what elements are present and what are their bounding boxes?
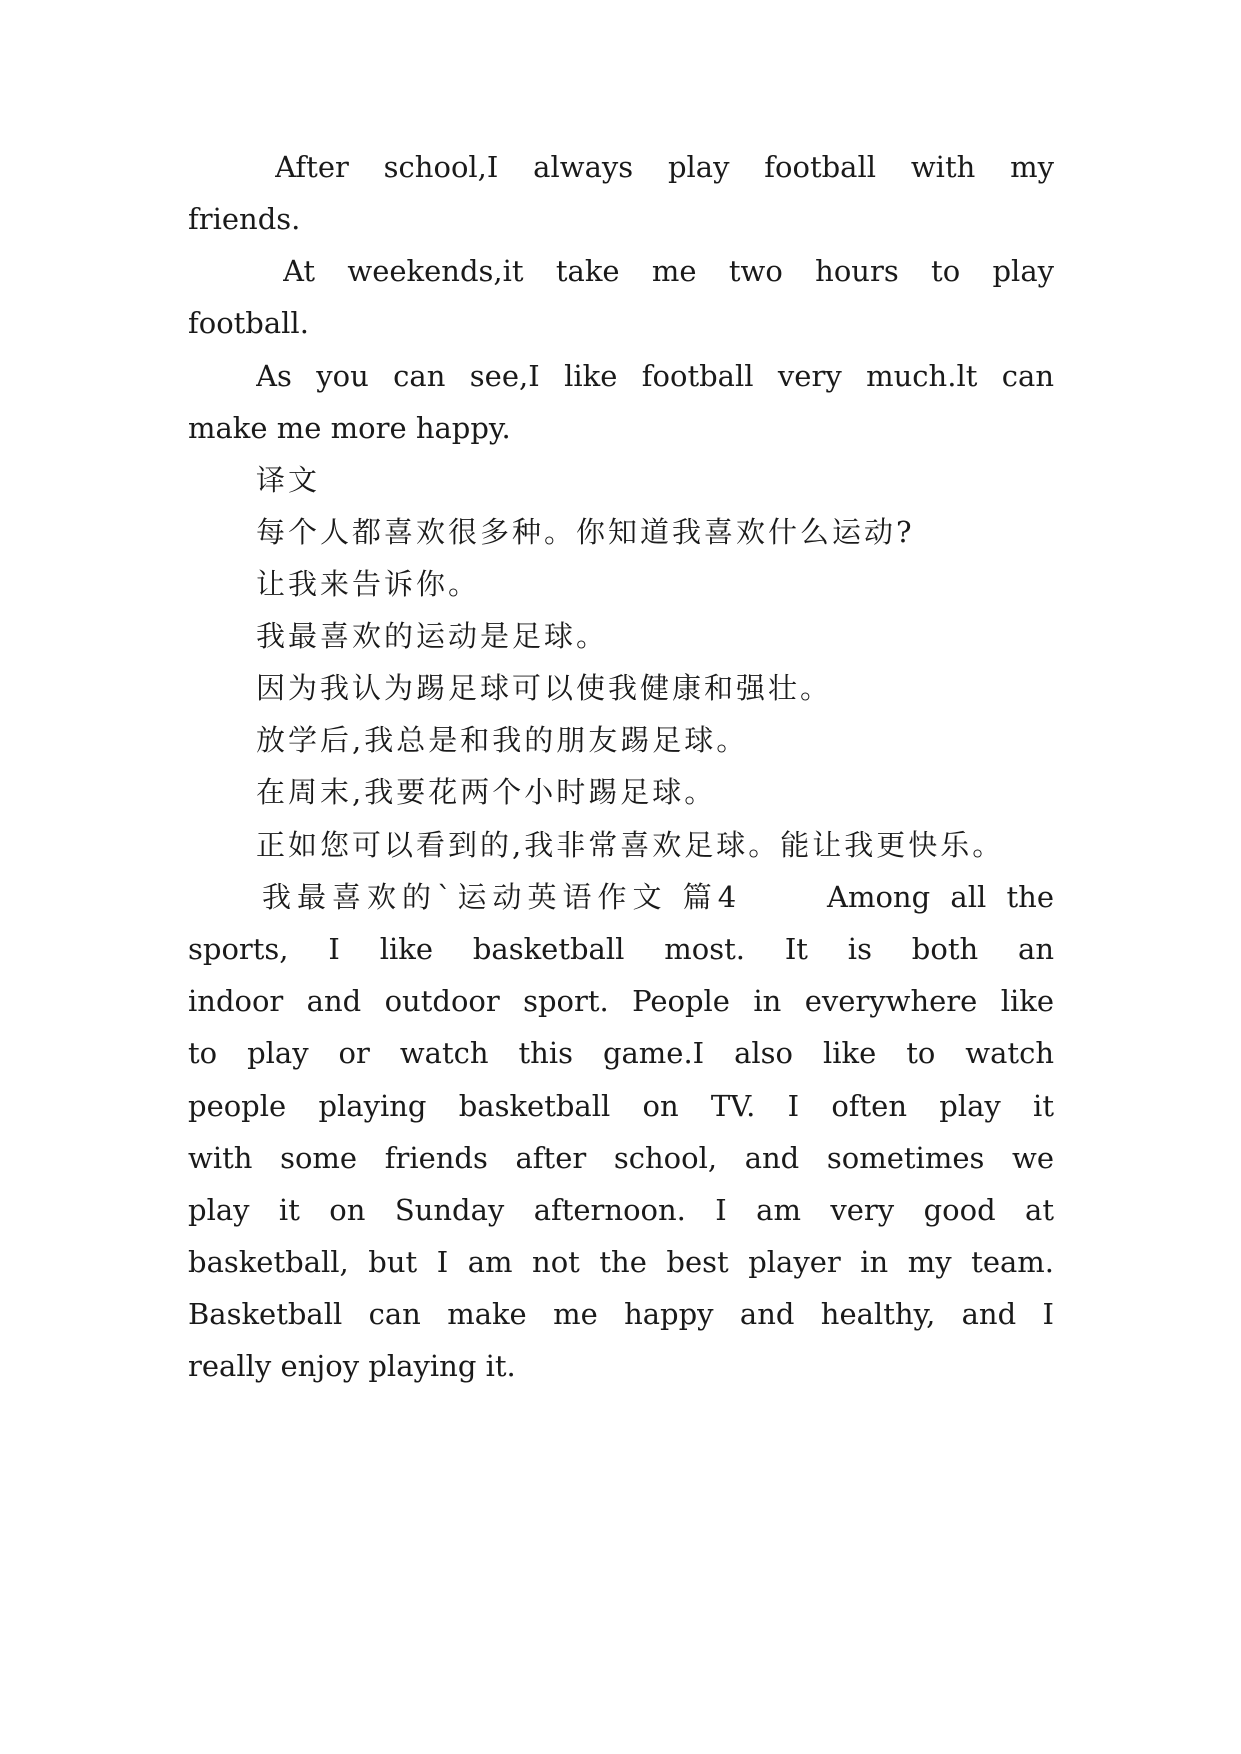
translation-line: 放学后,我总是和我的朋友踢足球。 <box>256 723 749 757</box>
essay-line: As you can see,I like football very much.lt can <box>256 359 1054 393</box>
essay-line: football. <box>188 306 309 340</box>
essay-line: Basketball can make me happy and healthy, and I <box>188 1297 1054 1331</box>
essay-line: After school,I always play football with my <box>275 150 1054 184</box>
translation-heading: 译文 <box>256 463 321 497</box>
essay-line: basketball, but I am not the best player in my team. <box>188 1245 1054 1279</box>
essay-line: At weekends,it take me two hours to play <box>283 254 1054 288</box>
essay-line: play it on Sunday afternoon. I am very good at <box>188 1193 1054 1227</box>
essay-line: Among all the <box>827 880 1054 914</box>
translation-line: 正如您可以看到的,我非常喜欢足球。能让我更快乐。 <box>256 828 1005 862</box>
essay-line: make me more happy. <box>188 411 511 445</box>
translation-line: 让我来告诉你。 <box>256 567 481 601</box>
translation-line: 每个人都喜欢很多种。你知道我喜欢什么运动? <box>256 515 915 549</box>
essay-line: people playing basketball on TV. I often play it <box>188 1089 1054 1123</box>
translation-line: 我最喜欢的运动是足球。 <box>256 619 609 653</box>
essay-line: to play or watch this game.I also like to watch <box>188 1036 1054 1070</box>
translation-line: 因为我认为踢足球可以使我健康和强壮。 <box>256 671 833 705</box>
essay-line: really enjoy playing it. <box>188 1349 516 1383</box>
essay4-title: 我最喜欢的`运动英语作文 篇4 <box>262 880 743 914</box>
essay-line: with some friends after school, and sometimes we <box>188 1141 1054 1175</box>
translation-line: 在周末,我要花两个小时踢足球。 <box>256 775 717 809</box>
essay-line: indoor and outdoor sport. People in everywhere like <box>188 984 1054 1018</box>
essay4-heading-line <box>262 877 1054 917</box>
essay-line: friends. <box>188 202 301 236</box>
essay-line: sports, I like basketball most. It is both an <box>188 932 1054 966</box>
